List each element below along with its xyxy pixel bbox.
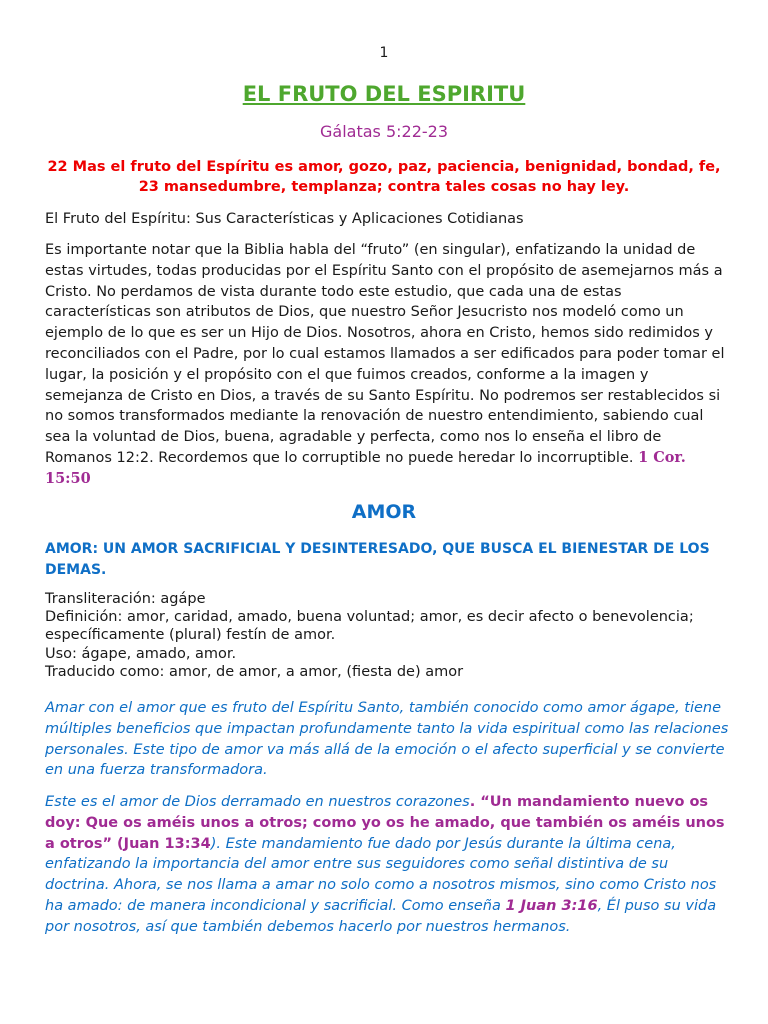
definition-line: Transliteración: agápe [45, 591, 206, 607]
amor-paragraph-2-intro: Este es el amor de Dios derramado en nuestros corazones [45, 794, 470, 810]
page-number: 1 [379, 45, 389, 61]
amor-paragraph-2 [45, 792, 735, 938]
definition-line: Uso: ágape, amado, amor. [45, 645, 237, 662]
juan-13-34-quote: . “Un mandamiento nuevo os doy: Que os améis unos a otros; como yo os he amado, que también os améis unos a otros” (Juan 13:34 [45, 794, 725, 852]
amor-heading: AMOR [351, 501, 417, 523]
definition-list [45, 590, 735, 681]
definition-line: Definición: amor, caridad, amado, buena voluntad; amor, es decir afecto o benevolencia; [45, 609, 694, 626]
scripture-verse: 22 Mas el fruto del Espíritu es amor, gozo, paz, paciencia, benignidad, bondad, fe, 23 mansedumbre, templanza; contra tales cosas no hay ley. [47, 159, 721, 195]
intro-paragraph-text: Es importante notar que la Biblia habla del “fruto” (en singular), enfatizando la unidad de estas virtudes, todas producidas por el Espíritu Santo con el propósito de asemejarnos más a Cristo. No perdamos de vista durante todo este estudio, que cada una de estas características son atributos de Dios, que nuestro Señor Jesucristo nos modeló como un ejemplo de lo que es ser un Hijo de Dios. Nosotros, ahora en Cristo, hemos sido redimidos y reconciliados con el Padre, por lo cual estamos llamados a ser edificados para poder tomar el lugar, la posición y el propósito con el que fuimos creados, conforme a la imagen y semejanza de Cristo en Dios, a través de su Santo Espíritu. No podremos ser restablecidos si no somos transformados mediante la renovación de nuestro entendimiento, sabiendo cual sea la voluntad de Dios, buena, agradable y perfecta, como nos lo enseña el libro de Romanos 12:2. Recordemos que lo corruptible no puede heredar lo incorruptible. [45, 242, 725, 466]
intro-paragraph-reference: 1 Cor. 15:50 [45, 448, 686, 487]
definition-line: específicamente (plural) festín de amor. [45, 627, 336, 644]
document-title: EL FRUTO DEL ESPIRITU [242, 82, 526, 106]
amor-subheading: AMOR: UN AMOR SACRIFICIAL Y DESINTERESADO, QUE BUSCA EL BIENESTAR DE LOS DEMAS. [45, 541, 710, 578]
amor-paragraph-2-body: ). Este mandamiento fue dado por Jesús durante la última cena, enfatizando la importancia del amor entre sus seguidores como señal distintiva de su doctrina. Ahora, se nos llama a amar no solo como a nosotros mismos, sino como Cristo nos ha amado: de manera incondicional y sacrificial. Como enseña [45, 835, 717, 914]
amor-paragraph-1: Amar con el amor que es fruto del Espíritu Santo, también conocido como amor ágape, tiene múltiples beneficios que impactan profundamente tanto la vida espiritual como las relaciones personales. Este tipo de amor va más allá de la emoción o el afecto superficial y se convierte en una fuerza transformadora. [45, 700, 729, 779]
intro-paragraph [45, 240, 727, 490]
amor-paragraph-2-end: , Él puso su vida por nosotros, así que también debemos hacerlo por nuestros hermanos. [45, 897, 717, 935]
scripture-reference: Gálatas 5:22-23 [319, 122, 448, 141]
juan-3-16-reference: 1 Juan 3:16 [505, 897, 598, 914]
definition-line: Traducido como: amor, de amor, a amor, (fiesta de) amor [45, 663, 464, 680]
intro-heading: El Fruto del Espíritu: Sus Características y Aplicaciones Cotidianas [45, 211, 524, 227]
